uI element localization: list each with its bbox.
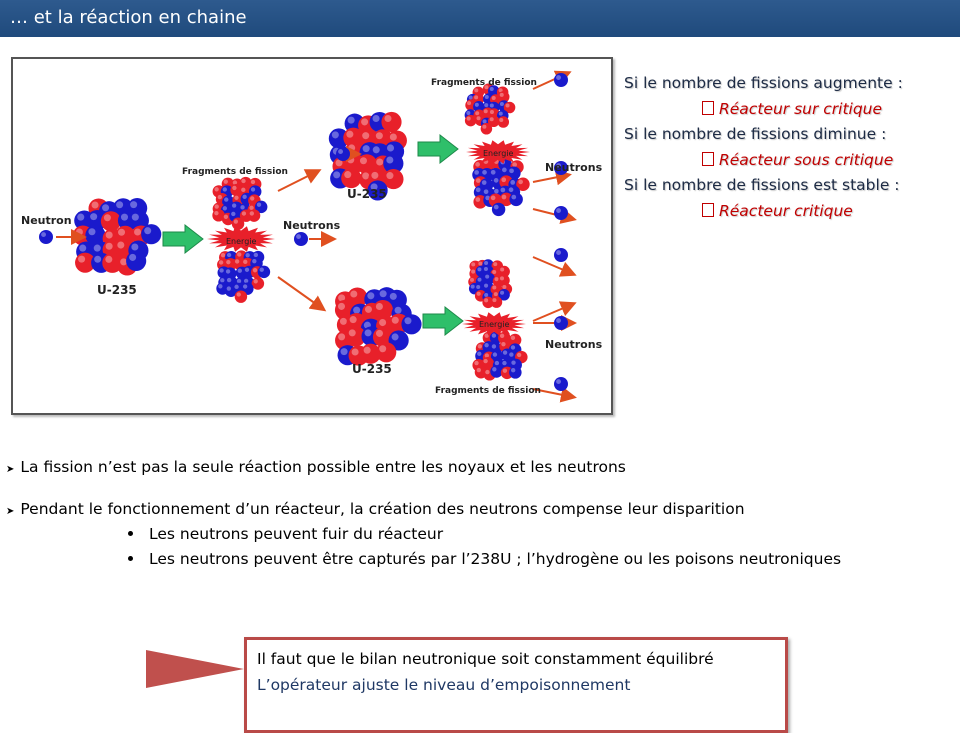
neutrons-label-1: Neutrons bbox=[283, 219, 341, 232]
nucleon-ball bbox=[235, 290, 247, 302]
neutron-arrow bbox=[278, 277, 323, 309]
fission-fragment bbox=[212, 177, 267, 230]
nucleon-ball bbox=[341, 168, 361, 188]
nucleon-ball bbox=[258, 266, 270, 278]
sub-bullet-capture bbox=[128, 550, 841, 568]
title-bar bbox=[0, 0, 960, 37]
arrow-bullet-icon: ➤ bbox=[6, 464, 15, 475]
nucleon-ball bbox=[248, 209, 260, 221]
pointer-arrow-icon bbox=[146, 648, 246, 690]
nucleon-ball bbox=[498, 116, 510, 128]
neutron-arrow bbox=[533, 304, 573, 321]
bullet-reactor-operation bbox=[6, 500, 745, 518]
result-subcritical bbox=[702, 151, 893, 169]
nucleon-ball bbox=[376, 342, 396, 362]
fission-fragment bbox=[465, 84, 516, 135]
result-subcritical-text: Réacteur sous critique bbox=[719, 151, 894, 169]
condition-stable: Si le nombre de fissions est stable : bbox=[624, 176, 900, 194]
nucleon-ball bbox=[509, 193, 522, 206]
checkbox-icon bbox=[702, 203, 714, 217]
bullet-text: La fission n’est pas la seule réaction possible entre les noyaux et les neutrons bbox=[20, 458, 626, 476]
neutron-arrow bbox=[533, 257, 573, 274]
checkbox-icon bbox=[702, 152, 714, 166]
bullet-text: Pendant le fonctionnement d’un réacteur, la création des neutrons compense leur disparition bbox=[20, 500, 745, 518]
nucleon-ball bbox=[554, 377, 568, 391]
nucleon-ball bbox=[492, 203, 505, 216]
nucleon-ball bbox=[509, 366, 521, 378]
nucleon-ball bbox=[554, 206, 568, 220]
u235-nucleus bbox=[73, 198, 161, 275]
green-arrow-icon bbox=[418, 135, 458, 163]
green-arrow-icon bbox=[163, 225, 203, 253]
nucleon-ball bbox=[554, 248, 568, 262]
fragments-label-2: Fragments de fission bbox=[431, 78, 537, 88]
nucleon-ball bbox=[232, 217, 244, 229]
condition-increase: Si le nombre de fissions augmente : bbox=[624, 74, 903, 92]
nucleon-ball bbox=[491, 296, 503, 308]
sub-bullet-text: Les neutrons peuvent être capturés par l’238U ; l’hydrogène ou les poisons neutroniques bbox=[149, 550, 842, 568]
u235-label-1: U-235 bbox=[97, 283, 137, 297]
nucleon-ball bbox=[490, 365, 502, 377]
nucleon-ball bbox=[554, 316, 568, 330]
nucleon-ball bbox=[401, 314, 421, 334]
bullet-fission-not-only bbox=[6, 458, 626, 476]
nucleon-ball bbox=[381, 112, 401, 132]
nucleon-ball bbox=[126, 251, 146, 271]
note-box bbox=[244, 637, 788, 733]
u235-nucleus bbox=[335, 287, 422, 365]
note-balance: Il faut que le bilan neutronique soit constamment équilibré bbox=[257, 650, 714, 668]
arrow-bullet-icon: ➤ bbox=[6, 506, 15, 517]
result-critical bbox=[702, 202, 853, 220]
sub-bullet-leak bbox=[128, 525, 443, 543]
energie-label-2: Energie bbox=[483, 149, 514, 158]
dot-bullet-icon bbox=[128, 531, 133, 536]
fragments-label-3: Fragments de fission bbox=[435, 386, 541, 396]
fission-fragment bbox=[472, 332, 527, 381]
energie-label-1: Energie bbox=[226, 237, 257, 246]
neutrons-label-2: Neutrons bbox=[545, 161, 603, 174]
fission-fragment bbox=[472, 157, 529, 216]
note-operator: L’opérateur ajuste le niveau d’empoisonnement bbox=[257, 676, 631, 694]
u235-label-2: U-235 bbox=[347, 187, 387, 201]
nucleon-ball bbox=[39, 230, 53, 244]
result-supercritical-text: Réacteur sur critique bbox=[719, 100, 883, 118]
result-critical-text: Réacteur critique bbox=[719, 202, 853, 220]
nucleon-ball bbox=[294, 232, 308, 246]
u235-label-3: U-235 bbox=[352, 362, 392, 376]
energie-label-3: Energie bbox=[479, 320, 510, 329]
neutron-label: Neutron bbox=[21, 214, 72, 227]
nucleon-ball bbox=[481, 123, 493, 135]
dot-bullet-icon bbox=[128, 556, 133, 561]
green-arrow-icon bbox=[423, 307, 463, 335]
fission-fragment bbox=[468, 259, 512, 308]
slide-title: … et la réaction en chaine bbox=[10, 7, 247, 28]
chain-reaction-diagram bbox=[11, 57, 613, 415]
fission-fragment bbox=[216, 250, 270, 303]
sub-bullet-text: Les neutrons peuvent fuir du réacteur bbox=[149, 525, 444, 543]
nucleon-ball bbox=[465, 115, 477, 127]
nucleon-ball bbox=[336, 147, 350, 161]
checkbox-icon bbox=[702, 101, 714, 115]
neutrons-label-3: Neutrons bbox=[545, 338, 603, 351]
condition-decrease: Si le nombre de fissions diminue : bbox=[624, 125, 887, 143]
nucleon-ball bbox=[554, 73, 568, 87]
neutron-arrow bbox=[533, 175, 568, 182]
fragments-label-1: Fragments de fission bbox=[182, 167, 288, 177]
nucleon-ball bbox=[141, 224, 161, 244]
result-supercritical bbox=[702, 100, 882, 118]
nucleon-ball bbox=[252, 277, 264, 289]
